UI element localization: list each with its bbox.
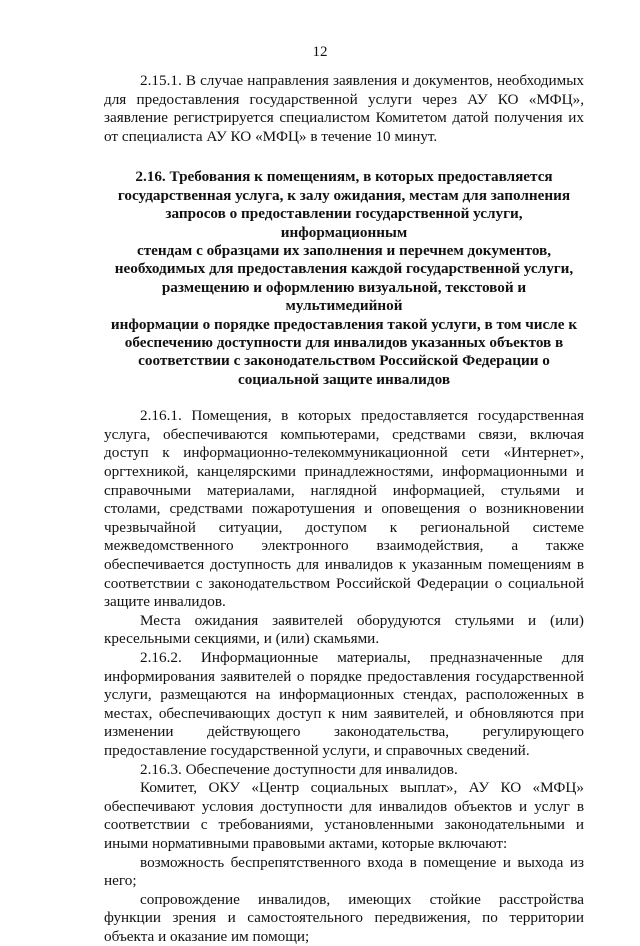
paragraph-free-access: возможность беспрепятственного входа в помещение и выхода из него; xyxy=(104,853,584,890)
paragraph-2-15-1: 2.15.1. В случае направления заявления и документов, необходимых для предоставления государственной услуги через АУ КО «МФЦ», заявление регистрируется специалистом Комитетом датой получения их от специалиста АУ КО «МФЦ» в течение 10 минут. xyxy=(104,72,584,145)
paragraph-committee-conditions: Комитет, ОКУ «Центр социальных выплат», АУ КО «МФЦ» обеспечивают условия доступности для инвалидов объектов и услуг в соответствии с требованиями, установленными законодательными и иными нормативными правовыми актами, которые включают: xyxy=(104,779,584,852)
paragraph-2-16-2: 2.16.2. Информационные материалы, предназначенные для информирования заявителей о порядке предоставления государственной услуги, размещаются на информационных стендах, расположенных в местах, обеспечивающих доступ к ним заявителей, и обновляются при изменении действующего законодательства, регулирующего предоставление государственной услуги, и справочных сведений. xyxy=(104,648,584,759)
paragraph-escort: сопровождение инвалидов, имеющих стойкие расстройства функции зрения и самостоятельного передвижения, по территории объекта и оказание им помощи; xyxy=(104,890,584,945)
heading-line: стендам с образцами их заполнения и перечнем документов, xyxy=(136,242,552,259)
document-body xyxy=(104,72,584,946)
paragraph-2-16-1: 2.16.1. Помещения, в которых предоставляется государственная услуга, обеспечиваются компьютерами, средствами связи, включая доступ к информационно-телекоммуникационной сети «Интернет», оргтехникой, канцелярскими принадлежностями, информационными и справочными материалами, наглядной информацией, стульями и столами, средствами пожаротушения и оповещения о возникновении чрезвычайной ситуации, доступом к региональной системе межведомственного электронного взаимодействия, а также обеспечивается доступность для инвалидов к указанным помещениям в соответствии с законодательством Российской Федерации о социальной защите инвалидов. xyxy=(104,407,584,611)
heading-line: социальной защите инвалидов xyxy=(237,370,451,388)
paragraph-2-16-3: 2.16.3. Обеспечение доступности для инвалидов. xyxy=(140,760,458,778)
heading-line: соответствии с законодательством Российской Федерации о xyxy=(138,352,550,370)
page-number: 12 xyxy=(312,44,328,60)
heading-line: необходимых для предоставления каждой государственной услуги, xyxy=(114,260,574,278)
heading-line: запросов о предоставлении государственной услуги, информационным xyxy=(165,205,523,241)
heading-line: информации о порядке предоставления такой услуги, в том числе к xyxy=(110,315,578,333)
paragraph-waiting-areas: Места ожидания заявителей оборудуются стульями и (или) кресельными секциями, и (или) скамьями. xyxy=(104,611,584,648)
heading-line: размещению и оформлению визуальной, текстовой и мультимедийной xyxy=(161,278,527,315)
heading-line: 2.16. Требования к помещениям, в которых предоставляется xyxy=(135,168,553,186)
section-heading-2-16 xyxy=(104,168,584,389)
heading-line: обеспечению доступности для инвалидов указанных объектов в xyxy=(124,334,564,352)
heading-line: государственная услуга, к залу ожидания, местам для заполнения xyxy=(117,186,571,204)
